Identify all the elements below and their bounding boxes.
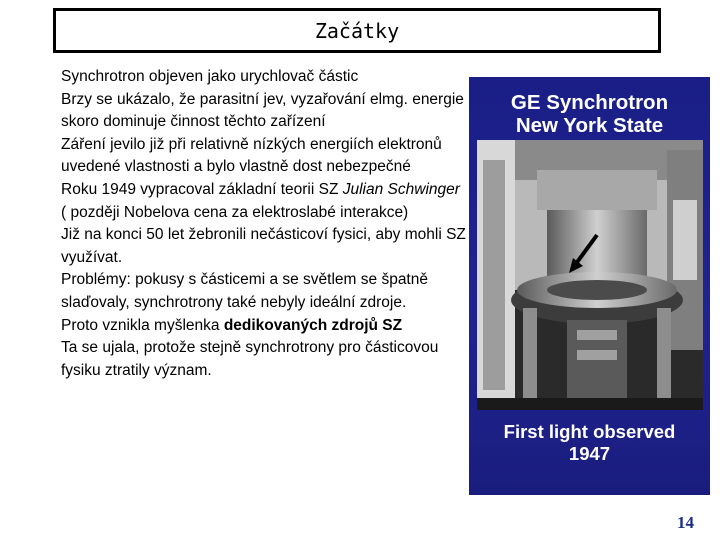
bullet-item: Problémy: pokusy s částicemi a se světlem se špatně slaďovaly, synchrotrony také nebyly ideální zdroje. — [61, 271, 428, 311]
slide-title-box — [53, 8, 661, 53]
synchrotron-machine-image — [477, 140, 703, 410]
photo-caption-bottom — [469, 421, 710, 465]
bullet-text: Roku 1949 vypracoval základní teorii SZ — [61, 180, 343, 198]
dedicated-sources-emphasis: dedikovaných zdrojů SZ — [223, 316, 403, 334]
scientist-name: Julian Schwinger — [342, 180, 460, 198]
photo-caption-top — [469, 91, 710, 137]
bullet-item: Synchrotron objeven jako urychlovač částic — [61, 68, 359, 85]
bullet-item — [61, 179, 466, 224]
bullet-item: Brzy se ukázalo, že parasitní jev, vyzařování elmg. energie skoro dominuje činnost těchto zařízení — [61, 90, 464, 131]
bullet-list — [61, 66, 466, 382]
bullet-text: ( později Nobelova cena za elektroslabé interakce) — [61, 203, 409, 221]
slide-title: Začátky — [314, 18, 400, 43]
page-number: 14 — [677, 513, 694, 532]
photo-caption-line: GE Synchrotron — [510, 91, 669, 114]
bullet-item: Ta se ujala, protože stejně synchrotrony pro částicovou fysiku ztratily význam. — [61, 339, 439, 379]
bullet-item: Již na konci 50 let žebronili nečásticoví fysici, aby mohli SZ využívat. — [61, 226, 466, 266]
bullet-text: Proto vznikla myšlenka — [61, 316, 224, 334]
bullet-item: Záření jevilo již při relativně nízkých energiích elektronů uvedené vlastnosti a bylo vlastně dost nebezpečné — [61, 135, 442, 176]
bullet-item — [61, 315, 466, 338]
photo-caption-line: First light observed — [503, 421, 676, 442]
photo-caption-line: 1947 — [568, 443, 611, 464]
photo-caption-line: New York State — [515, 114, 664, 137]
synchrotron-photo-panel — [469, 77, 710, 495]
